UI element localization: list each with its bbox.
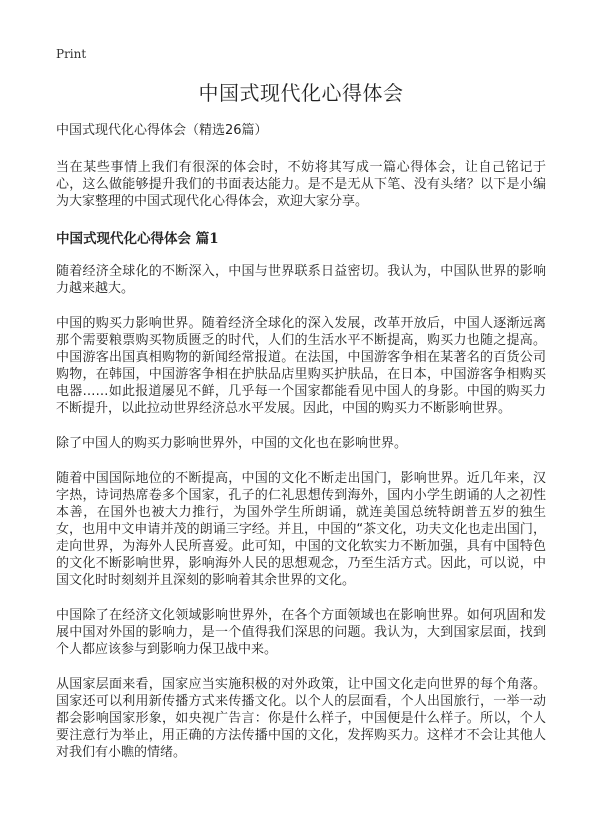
print-link[interactable]: Print bbox=[56, 47, 87, 61]
body-paragraph: 中国除了在经济文化领域影响世界外，在各个方面领域也在影响世界。如何巩固和发展中国对外国的影响力，是一个值得我们深思的问题。我认为，大到国家层面，找到个人都应该参与到影响力保卫战中来。 bbox=[56, 608, 546, 657]
body-paragraph: 中国的购买力影响世界。随着经济全球化的深入发展，改革开放后，中国人逐渐远离那个需要粮票购买物质匮乏的时代，人们的生活水平不断提高，购买力也随之提高。中国游客出国真相购物的新闻经常报道。在法国，中国游客争相在某著名的百货公司购物，在韩国，中国游客争相在护肤品店里购买护肤品，在日本，中国游客争相购买电器……如此报道屡见不鲜，几乎每一个国家都能看见中国人的身影。中国的购买力不断提升，以此拉动世界经济总水平发展。因此，中国的购买力不断影响世界。 bbox=[56, 316, 546, 416]
page-title: 中国式现代化心得体会 bbox=[198, 81, 404, 105]
section-heading: 中国式现代化心得体会 篇1 bbox=[56, 231, 219, 247]
body-paragraph: 随着中国国际地位的不断提高，中国的文化不断走出国门，影响世界。近几年来，汉字热，诗词热席卷多个国家，孔子的仁礼思想传到海外，国内小学生朗诵的人之初性本善，在国外也被大力推行，为国外学生所朗诵，就连美国总统特朗普五岁的独生女，也用中文申请并茂的朗诵三字经。并且，中国的“茶文化，功夫文化也走出国门，走向世界，为海外人民所喜爱。此可知，中国的文化软实力不断加强，具有中国特色的文化不断影响世界，影响海外人民的思想观念，乃至生活方式。因此，可以说，中国文化时时刻刻并且深刻的影响着其余世界的文化。 bbox=[56, 471, 546, 588]
article-subtitle: 中国式现代化心得体会（精选26篇） bbox=[56, 123, 268, 138]
intro-paragraph: 当在某些事情上我们有很深的体会时，不妨将其写成一篇心得体会，让自己铭记于心，这么做能够提升我们的书面表达能力。是不是无从下笔、没有头绪？以下是小编为大家整理的中国式现代化心得体会，欢迎大家分享。 bbox=[56, 160, 546, 209]
body-paragraph: 除了中国人的购买力影响世界外，中国的文化也在影响世界。 bbox=[56, 436, 408, 451]
body-paragraph: 随着经济全球化的不断深入，中国与世界联系日益密切。我认为，中国队世界的影响力越来越大。 bbox=[56, 264, 546, 296]
body-paragraph: 从国家层面来看，国家应当实施积极的对外政策，让中国文化走向世界的每个角落。国家还可以利用新传播方式来传播文化。以个人的层面看，个人出国旅行，一举一动都会影响国家形象，如央视广告言：你是什么样子，中国便是什么样子。所以，个人要注意行为举止，用正确的方法传播中国的文化，发挥购买力。这样才不会让其他人对我们有小瞧的情绪。 bbox=[56, 677, 546, 760]
article-body bbox=[56, 122, 546, 779]
